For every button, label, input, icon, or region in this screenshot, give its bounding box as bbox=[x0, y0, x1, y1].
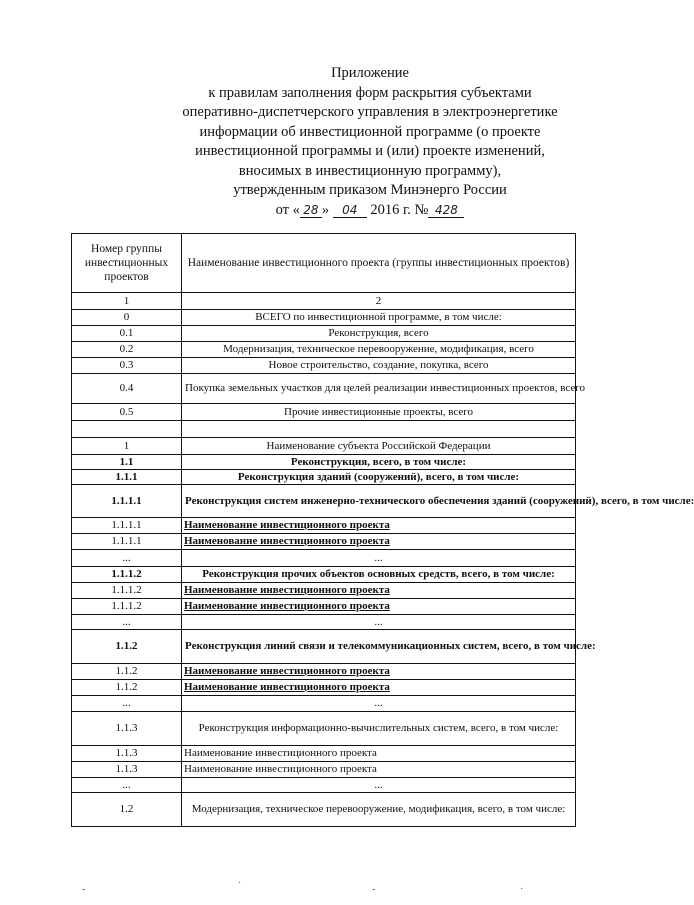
row-name: Реконструкция информационно-вычислительных систем, всего, в том числе: bbox=[182, 712, 576, 746]
row-name: Реконструкция систем инженерно-технического обеспечения зданий (сооружений), всего, в том числе: bbox=[182, 485, 576, 518]
table-row bbox=[72, 630, 576, 664]
row-name: Наименование инвестиционного проекта bbox=[184, 681, 390, 693]
table-header-row bbox=[72, 234, 576, 293]
row-code bbox=[72, 421, 182, 438]
date-day: 28 bbox=[300, 203, 322, 218]
table-row bbox=[72, 746, 576, 762]
row-code: 0.4 bbox=[72, 374, 182, 404]
row-name: Наименование инвестиционного проекта bbox=[184, 600, 390, 612]
row-code: 1.1.3 bbox=[72, 712, 182, 746]
row-code: 1.2 bbox=[72, 793, 182, 827]
row-name: Наименование инвестиционного проекта bbox=[184, 584, 390, 596]
table-row bbox=[72, 712, 576, 746]
table-row bbox=[72, 404, 576, 421]
row-code: 0.2 bbox=[72, 342, 182, 358]
row-name: Реконструкция зданий (сооружений), всего, в том числе: bbox=[182, 470, 576, 485]
table-row bbox=[72, 310, 576, 326]
row-name: Покупка земельных участков для целей реализации инвестиционных проектов, всего bbox=[182, 374, 576, 404]
row-code: ... bbox=[72, 615, 182, 630]
table-row bbox=[72, 793, 576, 827]
table-row bbox=[72, 680, 576, 696]
row-name: ВСЕГО по инвестиционной программе, в том числе: bbox=[182, 310, 576, 326]
row-code: 1.1.1.2 bbox=[72, 567, 182, 583]
row-name: Наименование инвестиционного проекта bbox=[184, 519, 390, 531]
row-code: 1.1.1 bbox=[72, 470, 182, 485]
table-row-ellipsis bbox=[72, 778, 576, 793]
table-row bbox=[72, 485, 576, 518]
row-name: Наименование субъекта Российской Федерации bbox=[182, 438, 576, 455]
row-name: Реконструкция прочих объектов основных средств, всего, в том числе: bbox=[182, 567, 576, 583]
table-row bbox=[72, 374, 576, 404]
row-code: 1.1.1.1 bbox=[72, 534, 182, 550]
row-code: 1 bbox=[72, 438, 182, 455]
table-row bbox=[72, 583, 576, 599]
row-code: 1.1.3 bbox=[72, 762, 182, 778]
appendix-title: Приложение bbox=[331, 65, 409, 81]
column-number-2: 2 bbox=[182, 293, 576, 310]
row-code: 1.1.2 bbox=[72, 630, 182, 664]
appendix-subtitle-line-4: инвестиционной программы и (или) проекте изменений, bbox=[195, 143, 545, 159]
scan-speck: · bbox=[238, 878, 242, 889]
row-name: ... bbox=[182, 615, 576, 630]
column-numbering-row bbox=[72, 293, 576, 310]
table-row-ellipsis bbox=[72, 696, 576, 712]
row-code: 0.5 bbox=[72, 404, 182, 421]
row-code: 1.1.2 bbox=[72, 664, 182, 680]
scan-speck: · bbox=[520, 884, 524, 895]
appendix-subtitle-line-1: к правилам заполнения форм раскрытия субъектами bbox=[208, 84, 532, 101]
date-prefix: от « bbox=[275, 201, 300, 218]
row-name: Реконструкция, всего bbox=[182, 326, 576, 342]
row-name: ... bbox=[182, 696, 576, 712]
row-code: 1.1 bbox=[72, 455, 182, 470]
table-row bbox=[72, 599, 576, 615]
row-name: Реконструкция, всего, в том числе: bbox=[182, 455, 576, 470]
column-header-group-number: Номер группы инвестиционных проектов bbox=[72, 234, 182, 293]
date-year: 2016 г. № bbox=[366, 201, 429, 218]
order-number: 428 bbox=[428, 203, 464, 218]
appendix-subtitle-line-6: утвержденным приказом Минэнерго России bbox=[233, 182, 507, 198]
row-code: 1.1.2 bbox=[72, 680, 182, 696]
order-date-line bbox=[150, 201, 590, 221]
row-code: ... bbox=[72, 550, 182, 567]
row-name bbox=[182, 421, 576, 438]
column-header-project-name: Наименование инвестиционного проекта (группы инвестиционных проектов) bbox=[182, 234, 576, 293]
table-row bbox=[72, 438, 576, 455]
table-row bbox=[72, 455, 576, 470]
scan-speck: - bbox=[372, 884, 376, 895]
scan-artifacts bbox=[0, 878, 640, 898]
row-name: Новое строительство, создание, покупка, всего bbox=[182, 358, 576, 374]
table-row bbox=[72, 358, 576, 374]
row-code: 1.1.1.2 bbox=[72, 583, 182, 599]
table-row bbox=[72, 664, 576, 680]
appendix-subtitle-line-3: информации об инвестиционной программе (о проекте bbox=[199, 123, 541, 140]
table-row bbox=[72, 762, 576, 778]
row-name: Наименование инвестиционного проекта bbox=[182, 762, 576, 778]
row-code: 1.1.1.1 bbox=[72, 485, 182, 518]
date-separator: » bbox=[321, 201, 333, 218]
row-name: Реконструкция линий связи и телекоммуникационных систем, всего, в том числе: bbox=[182, 630, 576, 664]
table-row bbox=[72, 342, 576, 358]
table-row-ellipsis bbox=[72, 550, 576, 567]
appendix-subtitle-line-2: оперативно-диспетчерского управления в электроэнергетике bbox=[182, 104, 558, 120]
row-code: ... bbox=[72, 696, 182, 712]
row-name: Наименование инвестиционного проекта bbox=[184, 665, 390, 677]
table-row bbox=[72, 470, 576, 485]
row-code: 0 bbox=[72, 310, 182, 326]
row-code: 0.3 bbox=[72, 358, 182, 374]
table-row-empty bbox=[72, 421, 576, 438]
date-month: 04 bbox=[333, 203, 367, 218]
row-name: Наименование инвестиционного проекта bbox=[182, 746, 576, 762]
row-name: Модернизация, техническое перевооружение, модификация, всего bbox=[182, 342, 576, 358]
row-name: ... bbox=[182, 778, 576, 793]
appendix-subtitle-line-5: вносимых в инвестиционную программу), bbox=[238, 162, 502, 179]
row-name: Наименование инвестиционного проекта bbox=[184, 535, 390, 547]
table-row bbox=[72, 518, 576, 534]
row-code: ... bbox=[72, 778, 182, 793]
investment-groups-table bbox=[71, 233, 694, 827]
row-name: Прочие инвестиционные проекты, всего bbox=[182, 404, 576, 421]
appendix-header bbox=[150, 64, 590, 220]
row-code: 1.1.1.1 bbox=[72, 518, 182, 534]
column-number-1: 1 bbox=[72, 293, 182, 310]
table-row-ellipsis bbox=[72, 615, 576, 630]
row-name: Модернизация, техническое перевооружение, модификация, всего, в том числе: bbox=[182, 793, 576, 827]
row-name: ... bbox=[182, 550, 576, 567]
table-row bbox=[72, 567, 576, 583]
table-row bbox=[72, 534, 576, 550]
row-code: 1.1.1.2 bbox=[72, 599, 182, 615]
row-code: 0.1 bbox=[72, 326, 182, 342]
table-row bbox=[72, 326, 576, 342]
scan-speck: - bbox=[82, 884, 86, 895]
row-code: 1.1.3 bbox=[72, 746, 182, 762]
